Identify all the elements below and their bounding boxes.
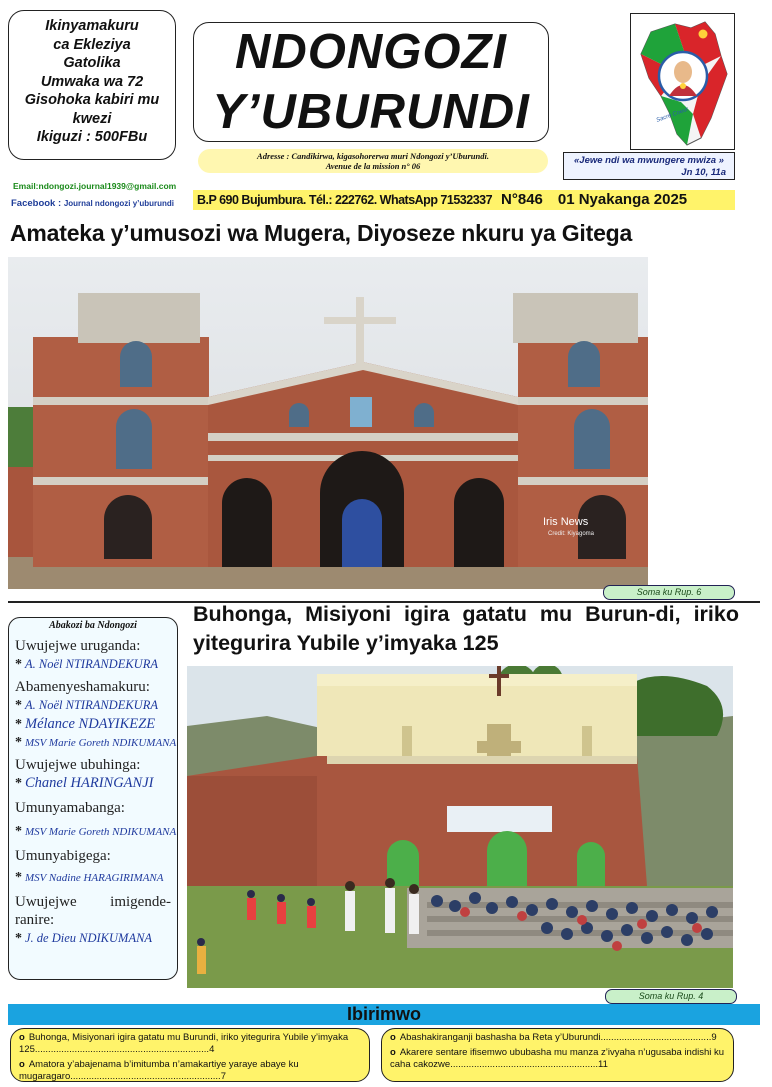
info-line: ca Ekleziya — [53, 36, 131, 53]
masthead — [193, 22, 549, 142]
staff-role: Uwujejwe ubuhinga: — [15, 757, 141, 773]
email-contact[interactable]: Email:ndongozi.journal1939@gmail.com — [13, 181, 177, 191]
scripture-quote — [563, 152, 735, 180]
staff-box — [8, 617, 178, 980]
contents-box-right — [381, 1028, 734, 1082]
info-line: kwezi — [72, 110, 112, 127]
staff-role: Uwujejwe uruganda: — [15, 638, 141, 654]
facebook-contact[interactable] — [11, 198, 174, 209]
publication-info-box — [8, 10, 176, 160]
buhonga-illustration — [187, 666, 733, 988]
toc-entry[interactable]: o Abashakiranganji bashasha ba Reta y’Uburundi..........................................9 — [390, 1032, 717, 1043]
photo-buhonga-church — [187, 666, 733, 988]
staff-name: * MSV Nadine HARAGIRIMANA — [15, 870, 164, 885]
staff-name: * MSV Marie Goreth NDIKUMANA — [15, 735, 177, 750]
toc-entry[interactable]: o Buhonga, Misiyonari igira gatatu mu Burundi, iriko yitegurira Yubile y’imyaka 125..................................................................4 — [19, 1032, 349, 1055]
staff-role: Abamenyeshamakuru: — [15, 679, 150, 695]
photo-credit: Credit: Kiyagoma — [548, 531, 595, 537]
facebook-separator: : — [55, 198, 64, 209]
photo-mugera-church — [8, 257, 648, 589]
staff-title: Abakozi ba Ndongozi — [49, 620, 137, 631]
masthead-line1: NDONGOZI — [234, 25, 508, 79]
issue-date: 01 Nyakanga 2025 — [557, 191, 688, 208]
staff-role: Uwujejwe imigende-ranire: — [15, 894, 171, 928]
address-line1: Adresse : Candikirwa, kigasohorerwa muri Ndongozi y’Uburundi. — [257, 151, 489, 161]
facebook-label: Facebook — [11, 198, 56, 209]
postal-contact: B.P 690 Bujumbura. Tél.: 222762. WhatsApp 71532337 — [197, 193, 493, 207]
info-price: Ikiguzi : 500FBu — [36, 129, 148, 145]
staff-name: * A. Noël NTIRANDEKURA — [15, 698, 158, 713]
contents-header: Ibirimwo — [8, 1004, 760, 1025]
facebook-handle: Journal ndongozi y’uburundi — [63, 199, 175, 208]
burundi-map-emblem — [631, 14, 734, 149]
toc-entry[interactable]: o Akarere sentare ifisemwo ububasha mu manza z’ivyaha n’ugusaba indishi ku caha cakozwe........................................................11 — [390, 1047, 725, 1070]
staff-name: * A. Noël NTIRANDEKURA — [15, 657, 158, 672]
info-line: Gisohoka kabiri mu — [24, 92, 160, 108]
contact-bar — [193, 190, 735, 210]
info-line: Gatolika — [63, 55, 121, 71]
contents-box-left — [10, 1028, 370, 1082]
svg-text:Sacré Coeur: Sacré Coeur — [655, 106, 690, 124]
staff-name: * MSV Marie Goreth NDIKUMANA — [15, 824, 177, 839]
headline-buhonga: Buhonga, Misiyoni igira gatatu mu Burun-di, iriko yitegurira Yubile y’imyaka 125 — [193, 602, 739, 655]
staff-role: Umunyamabanga: — [15, 800, 125, 816]
staff-name: * Mélance NDAYIKEZE — [15, 716, 156, 732]
info-line: Umwaka wa 72 — [40, 73, 144, 90]
quote-text: «Jewe ndi wa mwungere mwiza » — [574, 155, 724, 166]
emblem-logo — [630, 13, 735, 150]
headline-mugera: Amateka y’umusozi wa Mugera, Diyoseze nkuru ya Gitega — [10, 220, 633, 246]
continue-link-page4[interactable]: Soma ku Rup. 4 — [605, 989, 737, 1004]
toc-entry[interactable]: o Amatora y’abajenama b’imitumba n’amakartiye yaraye abaye ku mugaragaro.........................................................7 — [19, 1059, 299, 1082]
staff-name: * Chanel HARINGANJI — [15, 775, 154, 791]
staff-name: * J. de Dieu NDIKUMANA — [15, 931, 153, 946]
issue-number: N°846 — [501, 191, 543, 208]
staff-role: Umunyabigega: — [15, 848, 111, 864]
continue-link-page6[interactable]: Soma ku Rup. 6 — [603, 585, 735, 600]
address-banner — [198, 149, 548, 173]
info-line: Ikinyamakuru — [45, 18, 139, 34]
masthead-line2: Y’UBURUNDI — [212, 85, 530, 139]
address-line2: Avenue de la mission n° 06 — [325, 161, 421, 171]
quote-reference: Jn 10, 11a — [681, 167, 726, 178]
church-illustration — [8, 257, 648, 589]
photo-watermark: Iris News — [543, 516, 589, 528]
